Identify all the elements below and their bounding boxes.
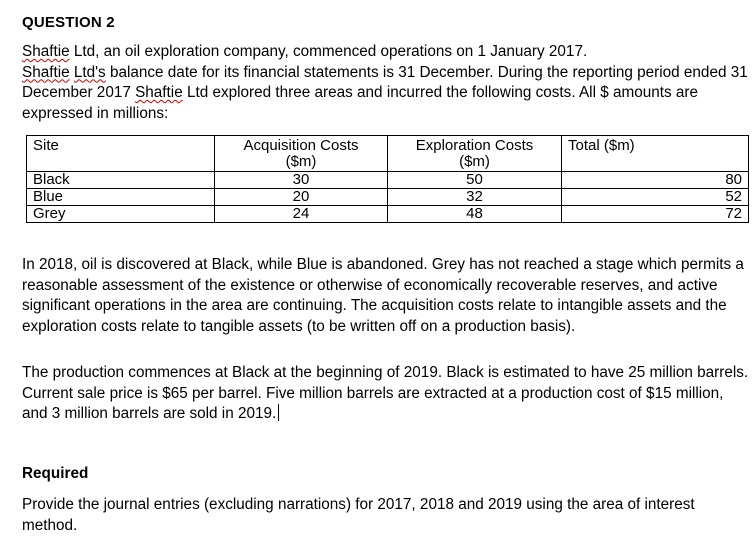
table-row	[27, 189, 749, 206]
header-exploration-line1: Exploration Costs	[415, 137, 534, 154]
cell-total: 72	[562, 206, 749, 223]
paragraph-production-wrapper	[22, 363, 750, 425]
cost-table	[26, 135, 749, 223]
cell-exploration: 48	[388, 206, 562, 223]
cell-total: 80	[562, 172, 749, 189]
cell-exploration: 32	[388, 189, 562, 206]
spellcheck-word: Shaftie	[22, 63, 70, 81]
header-acquisition-line1: Acquisition Costs	[243, 137, 359, 154]
cell-total: 52	[562, 189, 749, 206]
paragraph-2018-events: In 2018, oil is discovered at Black, while Blue is abandoned. Grey has not reached a stage which permits a reasonable assessment of the existence or otherwise of economically recoverable reserves, and active significant operations in the area are continuing. The acquisition costs relate to intangible assets and the exploration costs relate to tangible assets (to be written off on a production basis).	[22, 256, 744, 335]
header-site: Site	[27, 136, 215, 172]
table-row	[27, 206, 749, 223]
cell-site: Grey	[27, 206, 215, 223]
paragraph-production: The production commences at Black at the beginning of 2019. Black is estimated to have 25 million barrels. Current sale price is $65 per barrel. Five million barrels are extracted at a production cost of $15 million, and 3 million barrels are sold in 2019.	[22, 364, 749, 422]
intro-text: Ltd explored three areas and incurred the following costs. All $ amounts are expressed in millions:	[22, 84, 699, 122]
required-heading: Required	[22, 465, 89, 482]
table-header-row	[27, 136, 749, 172]
table-row	[27, 172, 749, 189]
question-heading: QUESTION 2	[22, 14, 115, 31]
header-exploration	[388, 136, 562, 172]
spellcheck-word: Shaftie	[22, 43, 70, 60]
intro-text: balance date for its financial statements is 31 December. During the reporting period ended 31 December 2017	[22, 63, 748, 101]
intro-paragraph	[22, 42, 750, 124]
paragraph-instructions: Provide the journal entries (excluding narrations) for 2017, 2018 and 2019 using the area of interest method.	[22, 496, 695, 534]
spellcheck-word: Ltd's	[73, 63, 106, 81]
header-total: Total ($m)	[562, 136, 749, 172]
spellcheck-word: Shaftie	[135, 84, 183, 101]
header-exploration-line2: ($m)	[459, 153, 490, 170]
header-acquisition	[215, 136, 388, 172]
cell-exploration: 50	[388, 172, 562, 189]
intro-text: Ltd, an oil exploration company, commenced operations on 1 January 2017.	[69, 43, 588, 60]
cell-acquisition: 24	[215, 206, 388, 223]
cell-site: Black	[27, 172, 215, 189]
cell-site: Blue	[27, 189, 215, 206]
text-cursor	[278, 404, 279, 421]
header-acquisition-line2: ($m)	[285, 153, 317, 170]
cell-acquisition: 20	[215, 189, 388, 206]
cell-acquisition: 30	[215, 172, 388, 189]
